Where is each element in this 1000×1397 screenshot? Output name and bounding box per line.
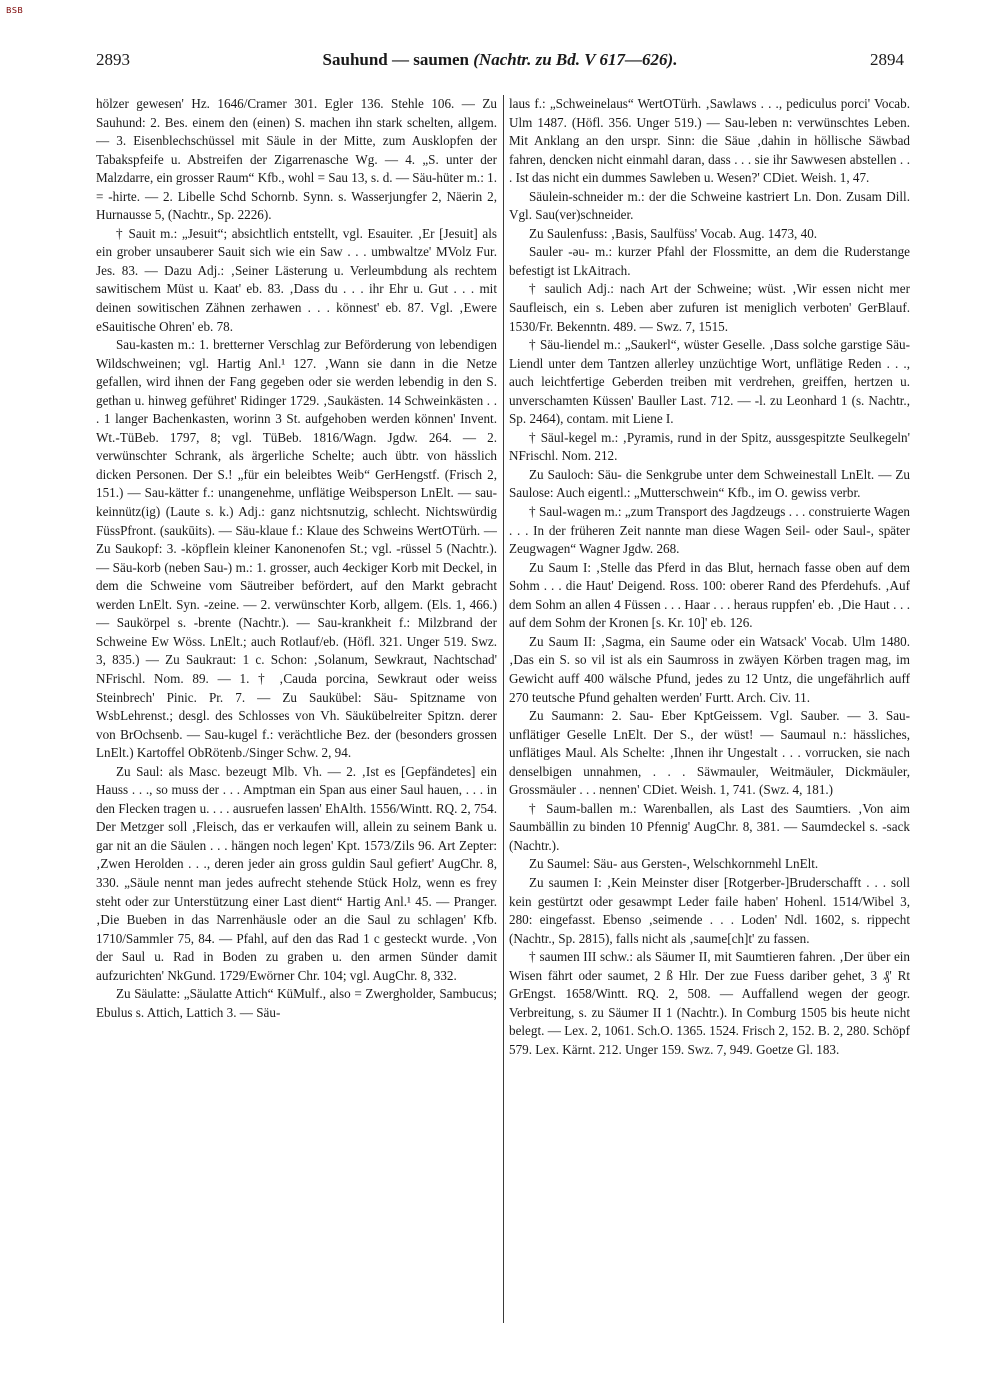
right-column bbox=[509, 95, 910, 1325]
page-number-left: 2893 bbox=[96, 50, 130, 69]
entry-paragraph: Säulein-schneider m.: der die Schweine kastriert Ln. Don. Zusam Dill. Vgl. Sau(ver)schneider. bbox=[509, 188, 910, 223]
entry-paragraph: Sauler -əu- m.: kurzer Pfahl der Flossmitte, an dem die Ruderstange befestigt ist LkAitrach. bbox=[509, 244, 910, 278]
library-watermark: BSB bbox=[6, 6, 24, 15]
entry-paragraph: † Säu-liendel m.: „Saukerl“, wüster Geselle. ‚Dass solche garstige Säu-Liendl unter dem Tantzen allerley unzüchtige Wort, unflätige Reden . . ., auch leichtfertige Geberden treiben mit verdrehen, greiffen, hertzen u. unverschamten Küssen' Bauller Last. 712. — -l. zu Leonhard 1 (s. Nachtr., Sp. 2464), contam. mit Liene I. bbox=[509, 337, 910, 427]
entry-paragraph: † Sauit m.: „Jesuit“; absichtlich entstellt, vgl. Esauiter. ‚Er [Jesuit] als ein grober unsauberer Sauit sich wie ein Saw . . . umbwaltze' MVolz Fur. Jes. 83. — Dazu Adj.: ‚Seiner Lästerung u. Verleumbdung als rechtem sawitischem Müst u. Kaat' eb. 83. ‚Dass du . . . ihr Ehr u. Gut . . . mit deinen sowitischen Zähnen zerhawen . . . könnest' eb. 87. Vgl. ‚Ewere eSauitische Ohren' eb. 78. bbox=[96, 225, 497, 334]
column-divider bbox=[503, 95, 504, 1323]
page-number-right: 2894 bbox=[870, 50, 904, 69]
entry-paragraph: † Saum-ballen m.: Warenballen, als Last des Saumtiers. ‚Von aim Saumbällin zu binden 10 Pfennig' AugChr. 8, 381. — Saumdeckel s. -sack (Nachtr.). bbox=[509, 800, 910, 853]
entry-paragraph: † saulich Adj.: nach Art der Schweine; wüst. ‚Wir essen nicht mer Saufleisch, ein s. Leben aber zufuren ist meniglich verboten' GerBlauf. 1530/Fr. Bekenntn. 489. — Swz. 7, 1515. bbox=[509, 281, 910, 334]
left-column bbox=[96, 95, 497, 1325]
entry-paragraph: Zu Säulatte: „Säulatte Attich“ KüMulf., also = Zwergholder, Sambucus; Ebulus s. Attich, Lattich 3. — Säu- bbox=[96, 986, 497, 1020]
entry-paragraph: Zu saumen I: ‚Kein Meinster diser [Rotgerber-]Bruderschafft . . . soll kein gestürtzt oder gesawmpt Leder faile haben' Hohenl. 1514/Wibel 3, 280: eingefasst. Ebenso ‚seimende . . . Loden' Ndl. 1602, s. rippecht (Nachtr., Sp. 2815), falls nicht als ‚saume[ch]t' zu fassen. bbox=[509, 874, 910, 946]
entry-paragraph: Zu Sauloch: Säu- die Senkgrube unter dem Schweinestall LnElt. — Zu Saulose: Auch eigentl.: „Mutterschwein“ Kfb., im O. gewiss verbr. bbox=[509, 466, 910, 501]
entry-paragraph: Zu Saulenfuss: ‚Basis, Saulfüss' Vocab. Aug. 1473, 40. bbox=[529, 225, 818, 241]
running-title bbox=[96, 50, 904, 70]
running-title-main: Sauhund — saumen bbox=[322, 50, 474, 69]
entry-paragraph: hölzer gewesen' Hz. 1646/Cramer 301. Egler 136. Stehle 106. — Zu Sauhund: 2. Bes. einem den (einen) S. machen ihn stark schelten, allgem. — 3. Eisenblechschüssel mit Säule in der Mitte, zum Ausklopfen der Tabakspfeife u. Abstreifen der Zigarrenasche Wg. — 4. „S. unter der Malzdarre, ein grosser Raum“ Kfb., wohl = Sau 13, s. d. — Säu-hüter m.: 1. = -hirte. — 2. Libelle Schd Schornb. Synn. s. Wasserjungfer 2, Näerin 2, Hurnausse 5, (Nachtr., Sp. 2226). bbox=[96, 96, 497, 223]
entry-paragraph: † saumen III schw.: als Säumer II, mit Saumtieren fahren. ‚Der über ein Wisen fährt oder saumet, 2 ß Hlr. Der zue Fuess dariber gehet, 3 ₰' Rt GrEngst. 1658/Wintt. RQ. 2, 508. — Auffallend wegen der geogr. Verbreitung, s. zu Säumer II 1 (Nachtr.). In Comburg 1505 bis heute nicht belegt. — Lex. 2, 1061. Sch.O. 1365. 1524. Frisch 2, 152. B. 2, 280. Schöpf 579. Lex. Kärnt. 212. Unger 159. Swz. 7, 949. Goetze Gl. 183. bbox=[509, 949, 910, 1057]
entry-paragraph: † Saul-wagen m.: „zum Transport des Jagdzeugs . . . construierte Wagen . . . In der früheren Zeit nannte man diese Wagen Seil- oder Saul-, später Zeugwagen“ Wagner Jgdw. 268. bbox=[509, 504, 910, 557]
entry-paragraph: laus f.: „Schweinelaus“ WertOTürh. ‚Sawlaws . . ., pediculus porci' Vocab. Ulm 1487. (Höfl. 356. Unger 519.) — Sau-leben n: verwünschtes Leben. Mit Anklang an den urspr. Sinn: die Säue ‚dahin in höllische Säwbad fahren, dencken nicht einmahl daran, dass . . . sie ihr Sawwesen abstellen . . . Ist das nicht ein dummes Sawleben u. Wesen?' CDiet. Weish. 1, 47. bbox=[509, 96, 910, 186]
entry-paragraph: Zu Saumel: Säu- aus Gersten-, Welschkornmehl LnElt. bbox=[529, 856, 819, 872]
page-header bbox=[96, 50, 904, 74]
entry-paragraph: Zu Saul: als Masc. bezeugt Mlb. Vh. — 2. ‚Ist es [Gepfändetes] ein Hauss . . ., so muss der . . . Amptman ein Span aus einer Saul hauen, . . . in den Flecken tragen u. . . . ausruefen lassen' EhAlth. 1556/Wintt. RQ. 2, 754. Der Metzger soll ‚Fleisch, das er verkaufen will, allein zu seinem Bank u. gar nit an die Säulen . . . hängen noch legen' Kpt. 1573/Zils 96. Art Zepter: ‚Zwen Herolden . . ., deren jeder ain gross guldin Saul gefiert' AugChr. 8, 330. „Säule nennt man jedes aufrecht stehende Stück Holz, wenn es frey steht oder zur Unterstützung einer Last dient“ Hartig Anl.¹ 45. — Pranger. ‚Die Bueben in das Narrenhäusle oder an die Saul zu schlagen' Kfb. 1710/Sammler 75, 84. — Pfahl, auf den das Rad 1 c gesteckt wurde. ‚Von der Saul u. Rad in Boden zu graben u. den armen Sünder damit aufzurichten' NkGund. 1729/Ewörner Chr. 104; vgl. AugChr. 8, 332. bbox=[96, 763, 497, 983]
entry-paragraph: Sau-kasten m.: 1. bretterner Verschlag zur Beförderung von lebendigen Wildschweinen; vgl. Hartig Anl.¹ 127. ‚Wann sie dann in die Netze gefallen, wird ihnen der Fang gegeben oder sie werden lebendig in den S. gethan u. hinweg geführet' Ridinger 1729. ‚Saukästen. 14 Schweinkästen . . . 1 langer Bachenkasten, worinn 3 St. aufgehoben werden können' Invent. Wt.-TüBeb. 1797, 8; vgl. TüBeb. 1816/Wagn. Jgdw. 264. — 2. verwünschter Schrank, als ärgerliche Schelte; auch übtr. von hässlich dicken Personen. Der S.! „für ein beleibtes Weib“ GerHengstf. (Frisch 2, 151.) — Sau-kätter f.: unangenehme, unflätige Weibsperson LnElt. — sau-keinnütz(ig) (Laute s. k.) Adj.: ganz nichtsnutzig, schlecht. Nichtswürdig FüssPfront. (saukūits). — Säu-klaue f.: Klaue des Schweins WertOTürh. — Zu Saukopf: 3. -köpflein kleiner Kanonenofen St.; vgl. -rüssel 5 (Nachtr.). — Säu-korb (neben Sau-) m.: 1. grosser, auch 4eckiger Korb mit Deckel, in dem die Schweine vom Säutreiber befördert, auf den Markt gebracht werden LnElt. Syn. -zeine. — 2. verwünschter Korb, allgem. (Els. 1, 466.) — Saukörpel s. -brente (Nachtr.). — Sau-krankheit f.: Milzbrand der Schweine Ew Wöss. LnElt.; auch Rotlauf/eb. (Höfl. 321. Unger 519. Swz. 3, 835.) — Zu Saukraut: 1 c. Schon: ‚Solanum, Sewkraut, Nachtschad' NFrischl. Nom. 89. — 1. † ‚Cauda porcina, Sewkraut oder weiss Steinbrech' Pinic. Pr. 7. — Zu Saukübel: Säu- Spitzname von WsbLehrenst.; desgl. des Schlosses von Vh. Säukübelreiter Spitzn. derer von BrOchsenb. — Sau-kugel f.: verächtliche Bez. der (besonders grossen LnElt.) Kartoffel ObRötenb./Singer Schw. 2, 94. bbox=[96, 337, 497, 761]
running-title-note: (Nachtr. zu Bd. V 617—626). bbox=[473, 50, 678, 69]
entry-paragraph: Zu Saum II: ‚Sagma, ein Saume oder ein Watsack' Vocab. Ulm 1480. ‚Das ein S. so vil ist als ein Saumross in zwäyen Körben tragen mag, im Gewicht auff 400 wälsche Pfund, jedes zu 12 Untz, die ungefährlich auff 270 teutsche Pfund gehalten werden' Furtt. Arch. Civ. 11. bbox=[509, 633, 910, 705]
entry-paragraph: Zu Saum I: ‚Stelle das Pferd in das Blut, hernach fasse oben auf dem Sohm . . . die Haut' Deigend. Ross. 100: oberer Rand des Pferdehufs. ‚Auf dem Sohm an allen 4 Füssen . . . Haar . . . heraus ruppfen' eb. ‚Die Haut . . . auf dem Sohm der Kronen [s. Kr. 10]' eb. 126. bbox=[509, 559, 910, 631]
entry-paragraph: Zu Saumann: 2. Sau- Eber KptGeissem. Vgl. Sauber. — 3. Sau- unflätiger Geselle LnElt. Der S., der wüst! — Saumaul n.: hässliches, unflätiges Maul. Als Schelte: ‚Ihnen ihr Ungestalt . . . vorrucken, sie nach denselbigen unnahmen, . . . Säwmauler, Weitmäuler, Dickmäuler, Grossmäuler . . . nennen' CDiet. Weish. 1, 741. (Swz. 4, 181.) bbox=[509, 708, 910, 798]
entry-paragraph: † Säul-kegel m.: ‚Pyramis, rund in der Spitz, aussgespitzte Seulkegeln' NFrischl. Nom. 212. bbox=[509, 429, 910, 464]
